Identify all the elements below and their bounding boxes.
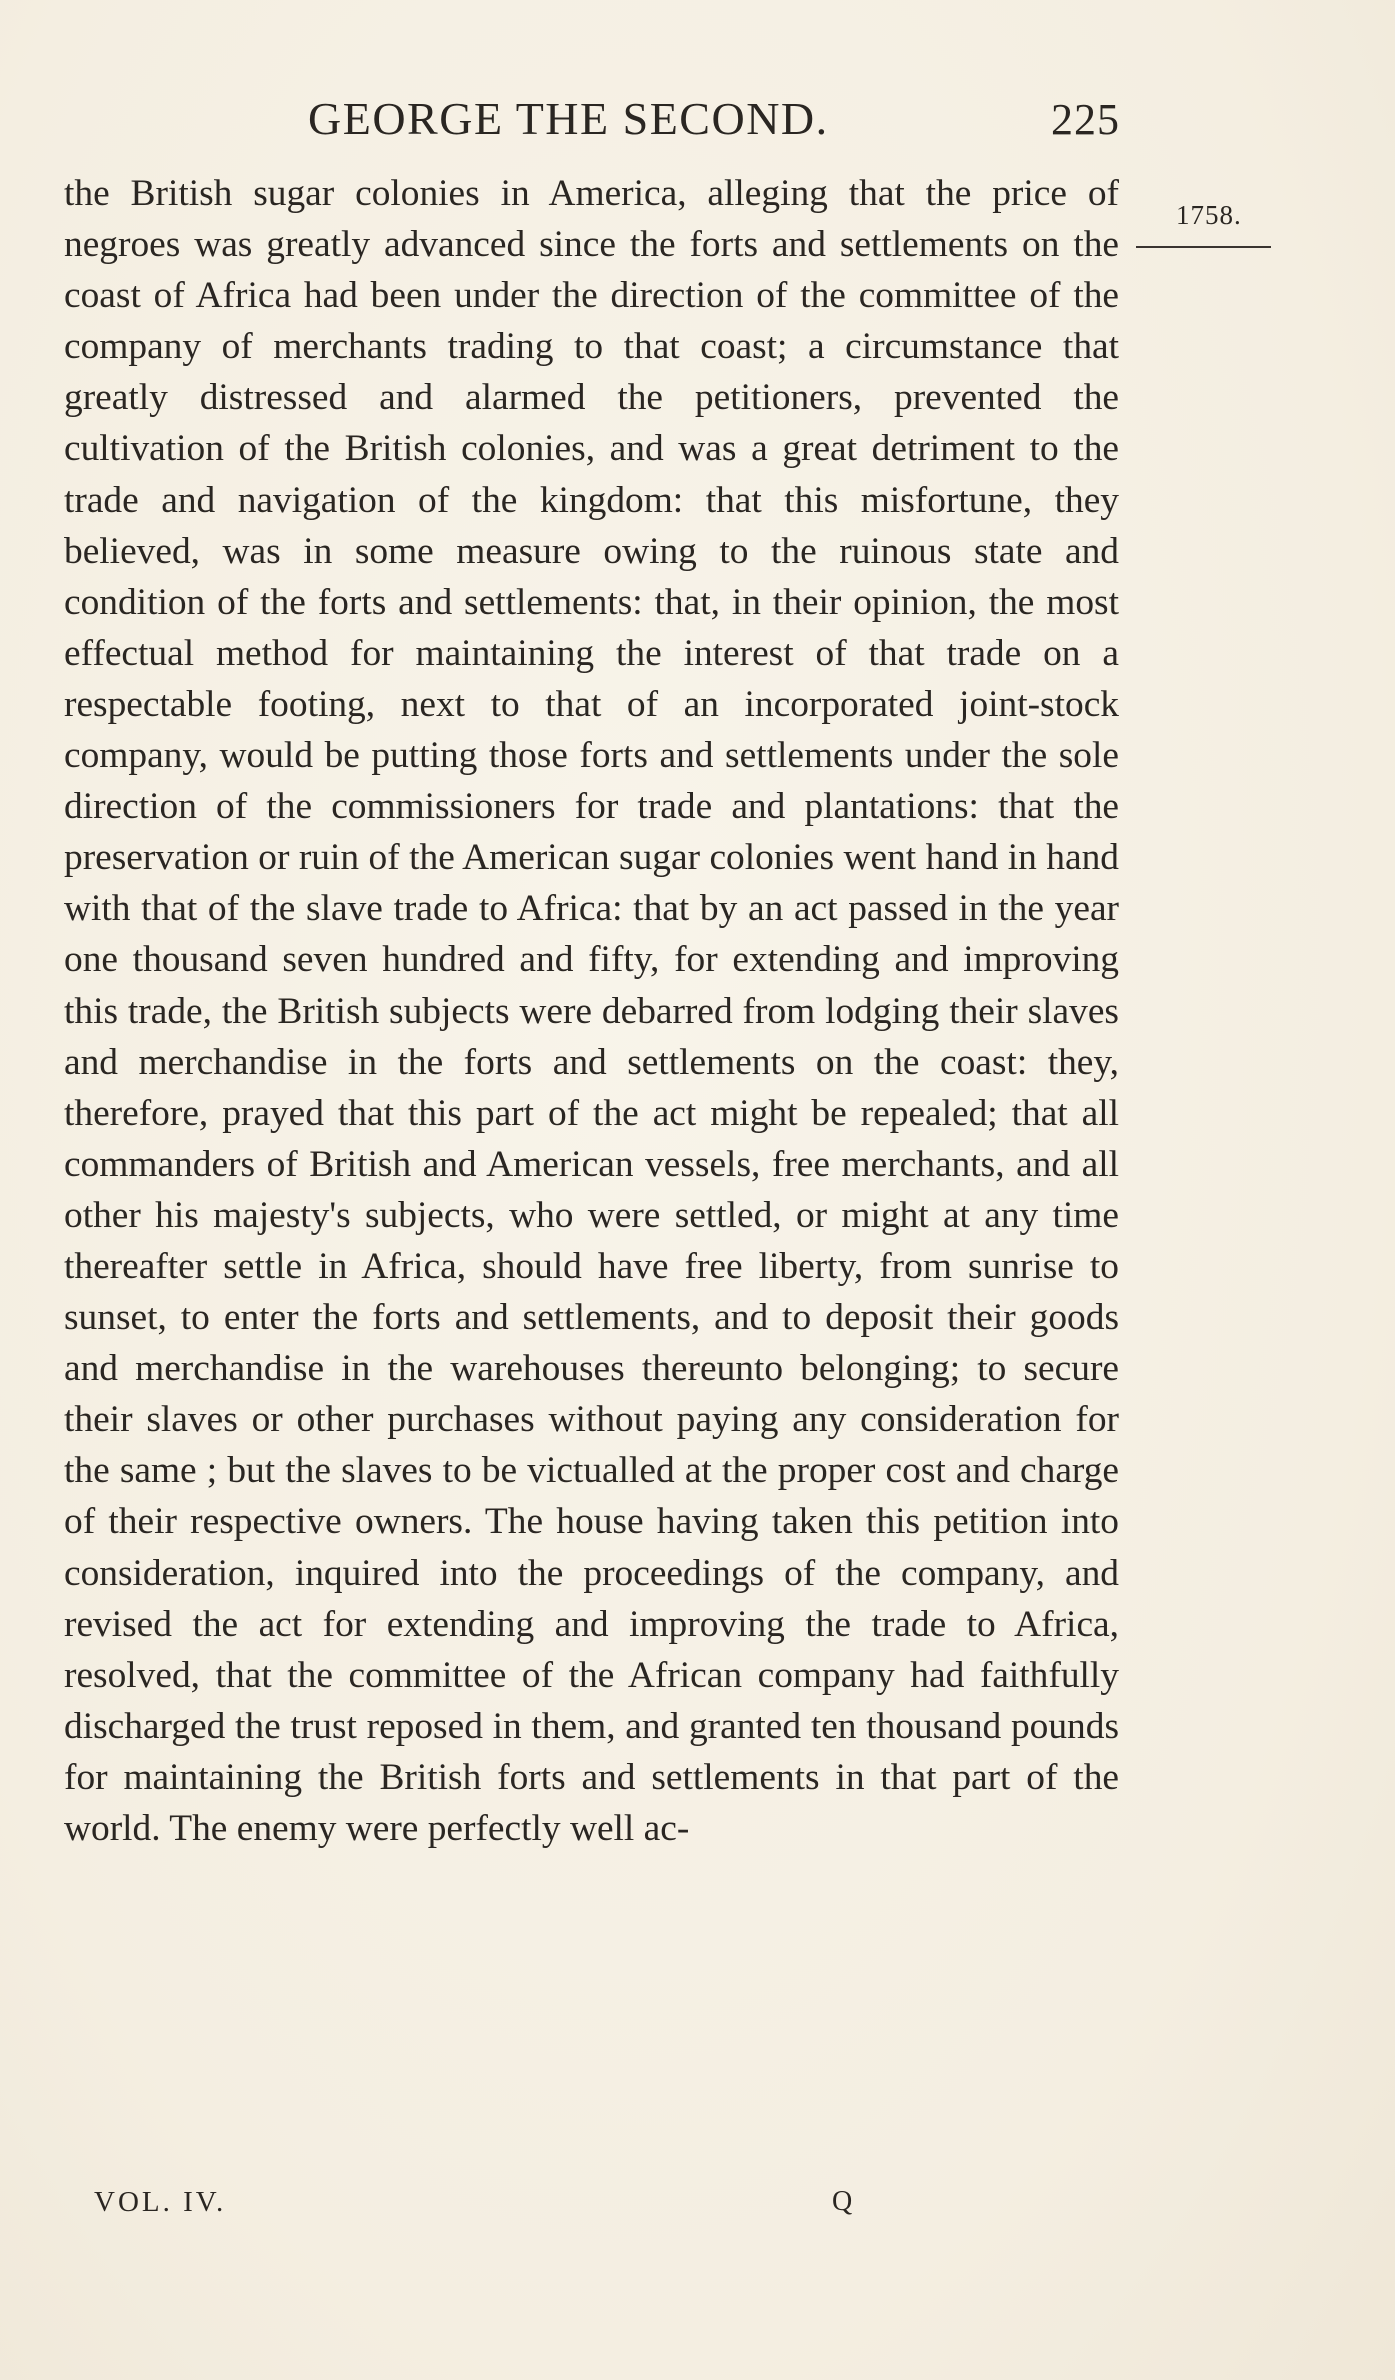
marginal-rule xyxy=(1136,246,1271,248)
volume-label: VOL. IV. xyxy=(94,2186,227,2218)
page-header xyxy=(308,92,1124,152)
body-paragraph: the British sugar colonies in America, alleging that the price of negroes was greatly advanced since the forts and settlements on the coast of Africa had been under the direction of the committee of the company of merchants trading to that coast; a circumstance that greatly distressed and alarmed the petitioners, prevented the cultivation of the British colonies, and was a great detriment to the trade and navigation of the kingdom: that this misfortune, they believed, was in some measure owing to the ruinous state and condition of the forts and settlements: that, in their opinion, the most effectual method for maintaining the interest of that trade on a respectable footing, next to that of an incorporated joint-stock company, would be putting those forts and settlements under the sole direction of the commissioners for trade and plantations: that the preservation or ruin of the American sugar colonies went hand in hand with that of the slave trade to Africa: that by an act passed in the year one thousand seven hundred and fifty, for extending and improving this trade, the British subjects were debarred from lodging their slaves and merchandise in the forts and settlements on the coast: they, therefore, prayed that this part of the act might be repealed; that all commanders of British and American vessels, free merchants, and all other his majesty's subjects, who were settled, or might at any time thereafter settle in Africa, should have free liberty, from sunrise to sunset, to enter the forts and settlements, and to deposit their goods and merchandise in the warehouses thereunto belonging; to secure their slaves or other purchases without paying any consideration for the same ; but the slaves to be victualled at the proper cost and charge of their respective owners. The house having taken this petition into consideration, inquired into the proceedings of the company, and revised the act for extending and improving the trade to Africa, resolved, that the committee of the African company had faithfully discharged the trust reposed in them, and granted ten thousand pounds for maintaining the British forts and settlements in that part of the world. The enemy were perfectly well ac- xyxy=(64,173,1119,1849)
signature-mark: Q xyxy=(832,2186,853,2217)
page-number: 225 xyxy=(1051,95,1120,144)
page-footer xyxy=(94,2186,874,2226)
running-title: GEORGE THE SECOND. xyxy=(308,93,829,144)
marginal-note xyxy=(1150,198,1270,232)
marginal-year: 1758. xyxy=(1176,200,1242,230)
